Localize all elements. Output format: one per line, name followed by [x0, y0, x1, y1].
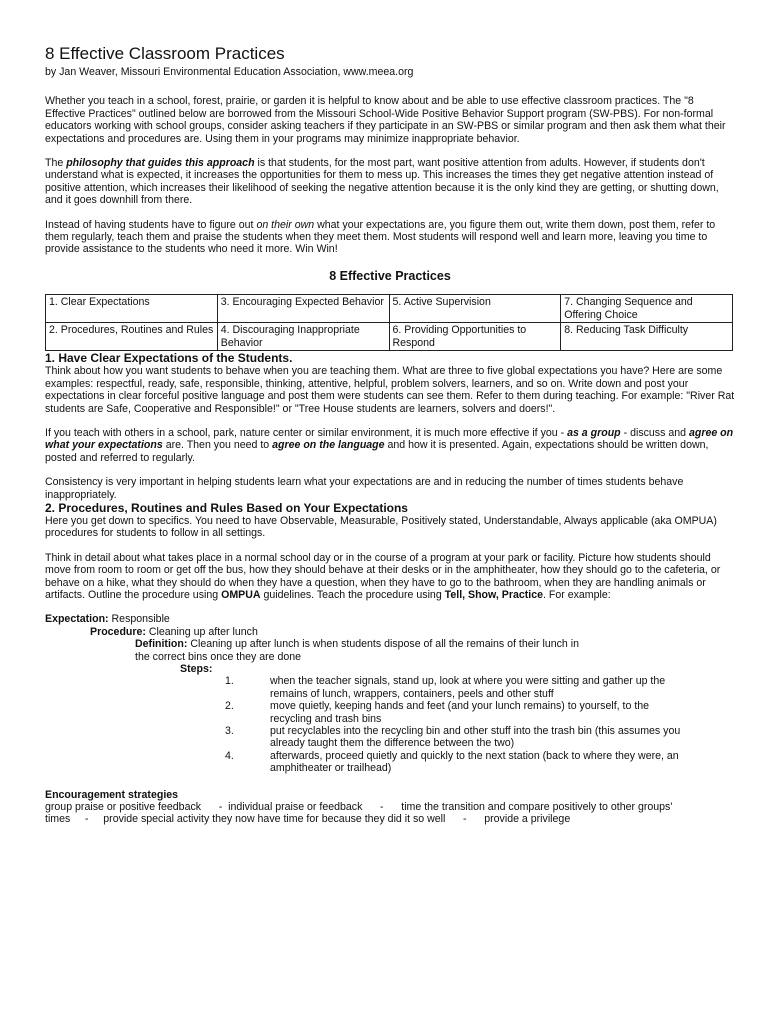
table-cell: 5. Active Supervision: [389, 295, 561, 323]
table-row: [46, 323, 733, 351]
step-number: 4.: [225, 749, 234, 762]
s2p2-c: guidelines. Teach the procedure using: [260, 588, 445, 601]
s2p2-ompua: OMPUA: [221, 588, 261, 601]
section-1-heading: 1. Have Clear Expectations of the Students.: [45, 351, 293, 366]
s2p2-tell-show-practice: Tell, Show, Practice: [444, 588, 543, 601]
step-number: 1.: [225, 675, 234, 688]
procedure-label: Procedure:: [90, 625, 146, 638]
intro-paragraph-2: [45, 157, 735, 207]
p2-text-post: is that students, for the most part, want positive attention from adults. However, if students don't understand what is expected, it increases the opportunities for them to mess up. This increases the times they get negative attention instead of positive attention, which increases their likelihood of seeking the negative attention because it is the only kind they are getting, or shutting down, and it goes downhill from there.: [45, 157, 719, 207]
section-2-paragraph-2: [45, 552, 735, 602]
encouragement-section: [45, 789, 735, 826]
s1p2-a: If you teach with others in a school, park, nature center or similar environment, it is much more effective if you -: [45, 426, 568, 439]
step-text: [270, 750, 705, 775]
section-1-paragraph-2: [45, 427, 735, 464]
step-item: [45, 750, 735, 775]
intro-paragraph-3: [45, 219, 735, 256]
document-title: 8 Effective Classroom Practices: [45, 44, 285, 63]
step-item: [45, 675, 735, 700]
definition-value: Cleaning up after lunch is when students dispose of all the remains of their lunch in: [187, 638, 579, 651]
p2-emphasis: philosophy that guides this approach: [66, 157, 255, 170]
section-2-heading: 2. Procedures, Routines and Rules Based on Your Expectations: [45, 500, 408, 515]
step-item: [45, 725, 735, 750]
section-1-paragraph-3: Consistency is very important in helping students learn what your expectations are and in reducing the number of times students behave inappropriately.: [45, 476, 684, 501]
p3-italic: on their own: [256, 218, 315, 231]
step-text-line: already taught them the difference between the two): [270, 737, 515, 750]
practices-table: [45, 294, 733, 351]
s1p2-c: - discuss and: [620, 426, 689, 439]
definition-line: [45, 638, 735, 650]
s1p2-agree-expectations: agree on what your expectations: [45, 426, 734, 452]
step-text: [270, 700, 705, 725]
table-cell: 1. Clear Expectations: [46, 295, 218, 323]
table-cell: 8. Reducing Task Difficulty: [561, 323, 733, 351]
table-cell: 4. Discouraging Inappropriate Behavior: [217, 323, 389, 351]
expectation-value: Responsible: [108, 613, 170, 626]
table-cell: 2. Procedures, Routines and Rules: [46, 323, 218, 351]
step-text: [270, 675, 705, 700]
steps-label: Steps:: [180, 663, 213, 675]
expectation-line: [45, 613, 735, 625]
step-text-line: remains of lunch, wrappers, containers, peels and other stuff: [270, 687, 554, 700]
document-page: [45, 44, 735, 826]
s1p2-as-a-group: as a group: [567, 426, 621, 439]
encouragement-heading: Encouragement strategies: [45, 788, 179, 801]
procedure-line: [45, 626, 735, 638]
encouragement-line-2: times - provide special activity they now have time for because they did it so well - provide a privilege: [45, 813, 571, 826]
procedure-value: Cleaning up after lunch: [145, 625, 258, 638]
s2p2-a: Think in detail about what takes place in a normal school day or in the course of a program at your park or facility. Picture how students should move from room to room or get off the bus, how they should behave at their desks or in the amphitheater, how they should go to the cafeteria, or behave on a hike, what they should do when they have a question, when they have to go to the bathroom, when they are handling animals or artifacts. Outline the procedure using: [45, 551, 721, 601]
step-number: 3.: [225, 725, 234, 738]
step-text-line: recycling and trash bins: [270, 712, 382, 725]
step-text-line: put recyclables into the recycling bin and other stuff into the trash bin (this assumes you: [270, 725, 681, 738]
expectation-label: Expectation:: [45, 613, 109, 626]
step-text-line: move quietly, keeping hands and feet (and your lunch remains) to yourself, to the: [270, 700, 650, 713]
practices-table-title: 8 Effective Practices: [329, 268, 451, 283]
s1p2-e: are. Then you need to: [162, 439, 273, 452]
step-number: 2.: [225, 700, 234, 713]
table-cell: 6. Providing Opportunities to Respond: [389, 323, 561, 351]
table-row: [46, 295, 733, 323]
p2-text-pre: The: [45, 157, 67, 170]
byline: by Jan Weaver, Missouri Environmental Education Association, www.meea.org: [45, 66, 414, 78]
section-2-paragraph-1: Here you get down to specifics. You need to have Observable, Measurable, Positively stated, Understandable, Always applicable (aka OMPUA) procedures for students to follow in all settings.: [45, 514, 717, 540]
step-text-line: amphitheater or trailhead): [270, 762, 392, 775]
procedure-outline: [45, 613, 735, 774]
step-item: [45, 700, 735, 725]
step-text-line: when the teacher signals, stand up, look at where you were sitting and gather up the: [270, 675, 666, 688]
section-1-paragraph-1: Think about how you want students to behave when you are teaching them. What are three to five global expectations you have? Here are some examples: respectful, ready, safe, responsible, thinking, attentive, helpful, problem solvers, learners, and so on. Write down and post your expectations in clear forceful positive language and post them were students can see them. Refer to them during teaching. For example: "River Rat students are Safe, Cooperative and Responsible!" or "Tree House students are learners, solvers and doers!".: [45, 365, 735, 415]
step-text-line: afterwards, proceed quietly and quickly to the next station (back to where they were, an: [270, 749, 679, 762]
p3-text-pre: Instead of having students have to figure out: [45, 218, 257, 231]
table-cell: 7. Changing Sequence and Offering Choice: [561, 295, 733, 323]
intro-paragraph-1: Whether you teach in a school, forest, prairie, or garden it is helpful to know about and be able to use effective classroom practices. The "8 Effective Practices" outlined below are borrowed from the Missouri School-Wide Positive Behavior Support program (SW-PBS). For non-formal educators working with school groups, consider asking teachers if they participate in an SW-PBS or similar program and then ask them what their expectations and procedures are. Using them in your programs may minimize inappropriate behavior.: [45, 95, 726, 145]
table-cell: 3. Encouraging Expected Behavior: [217, 295, 389, 323]
encouragement-line-1: group praise or positive feedback - individual praise or feedback - time the transition and compare positively to other groups': [45, 801, 673, 814]
s2p2-e: . For example:: [543, 588, 611, 601]
s1p2-agree-language: agree on the language: [272, 439, 385, 452]
definition-label: Definition:: [135, 638, 188, 651]
step-text: [270, 725, 705, 750]
definition-line-2: the correct bins once they are done: [135, 650, 302, 663]
s1p2-g: and how it is presented. Again, expectations should be written down, posted and referred to regularly.: [45, 439, 709, 464]
p3-text-post: what your expectations are, you figure them out, write them down, post them, refer to them regularly, teach them and praise the students when they meet them. Most students will respond well and learn more, leaving you time to provide assistance to the students who need it more. Win Win!: [45, 218, 716, 256]
